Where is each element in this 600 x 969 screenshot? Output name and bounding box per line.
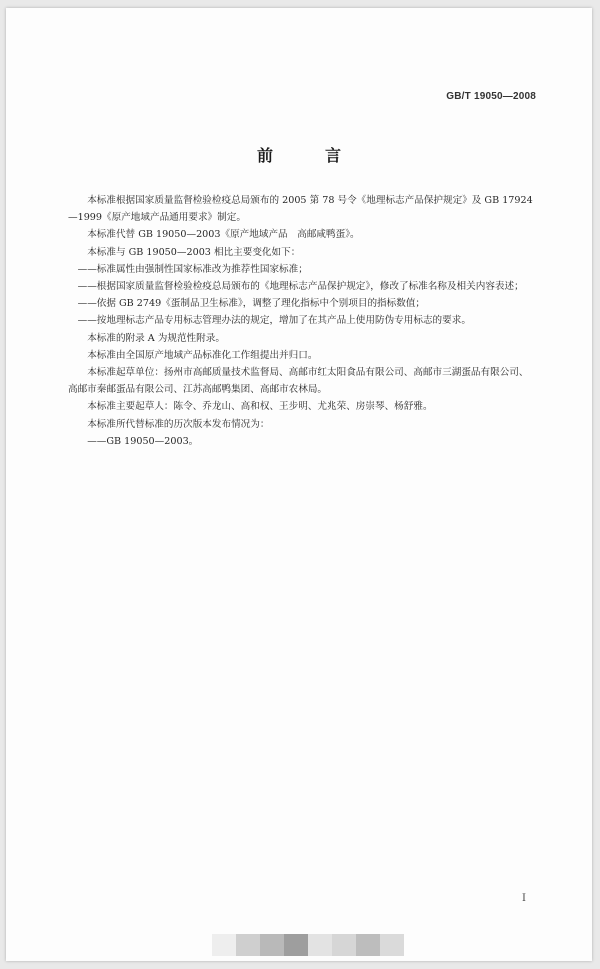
blur-block (284, 934, 308, 956)
change-item: ——依据 GB 2749《蛋制品卫生标准》，调整了理化指标中个别项目的指标数值； (77, 298, 426, 310)
blur-block (380, 934, 404, 956)
blur-block (356, 934, 380, 956)
watermark-blur (212, 934, 404, 956)
standard-number: GB/T 19050—2008 (446, 91, 536, 102)
paragraph: 本标准的附录 A 为规范性附录。 (87, 332, 225, 344)
paragraph: 本标准起草单位：扬州市高邮质量技术监督局、高邮市红太阳食品有限公司、高邮市三湖蛋品有限公司、高邮市秦邮蛋品有限公司、江苏高邮鸭集团、高邮市农林局。 (68, 367, 529, 396)
change-item: ——根据国家质量监督检验检疫总局颁布的《地理标志产品保护规定》，修改了标准名称及相关内容表述； (77, 281, 524, 293)
history-item: ——GB 19050—2003。 (87, 435, 199, 447)
blur-block (236, 934, 260, 956)
blur-block (212, 934, 236, 956)
paragraph: 本标准根据国家质量监督检验检疫总局颁布的 2005 第 78 号令《地理标志产品保护规定》及 GB 17924—1999《原产地域产品通用要求》制定。 (68, 195, 533, 224)
document-page (6, 8, 592, 961)
blur-block (308, 934, 332, 956)
blur-block (332, 934, 356, 956)
paragraph: 本标准代替 GB 19050—2003《原产地域产品 高邮咸鸭蛋》。 (87, 229, 360, 241)
page-number: I (522, 893, 526, 904)
page-title: 前 言 (256, 146, 359, 165)
paragraph: 本标准所代替标准的历次版本发布情况为： (87, 418, 270, 430)
paragraph: 本标准与 GB 19050—2003 相比主要变化如下： (87, 246, 301, 258)
change-item: ——按地理标志产品专用标志管理办法的规定，增加了在其产品上使用防伪专用标志的要求。 (77, 315, 471, 327)
foreword-body (68, 192, 538, 450)
change-item: ——标准属性由强制性国家标准改为推荐性国家标准； (77, 263, 308, 275)
blur-block (260, 934, 284, 956)
paragraph: 本标准主要起草人：陈令、乔龙山、高和权、王步明、尤兆荣、房崇琴、杨舒雅。 (87, 401, 433, 413)
paragraph: 本标准由全国原产地域产品标准化工作组提出并归口。 (87, 349, 318, 361)
